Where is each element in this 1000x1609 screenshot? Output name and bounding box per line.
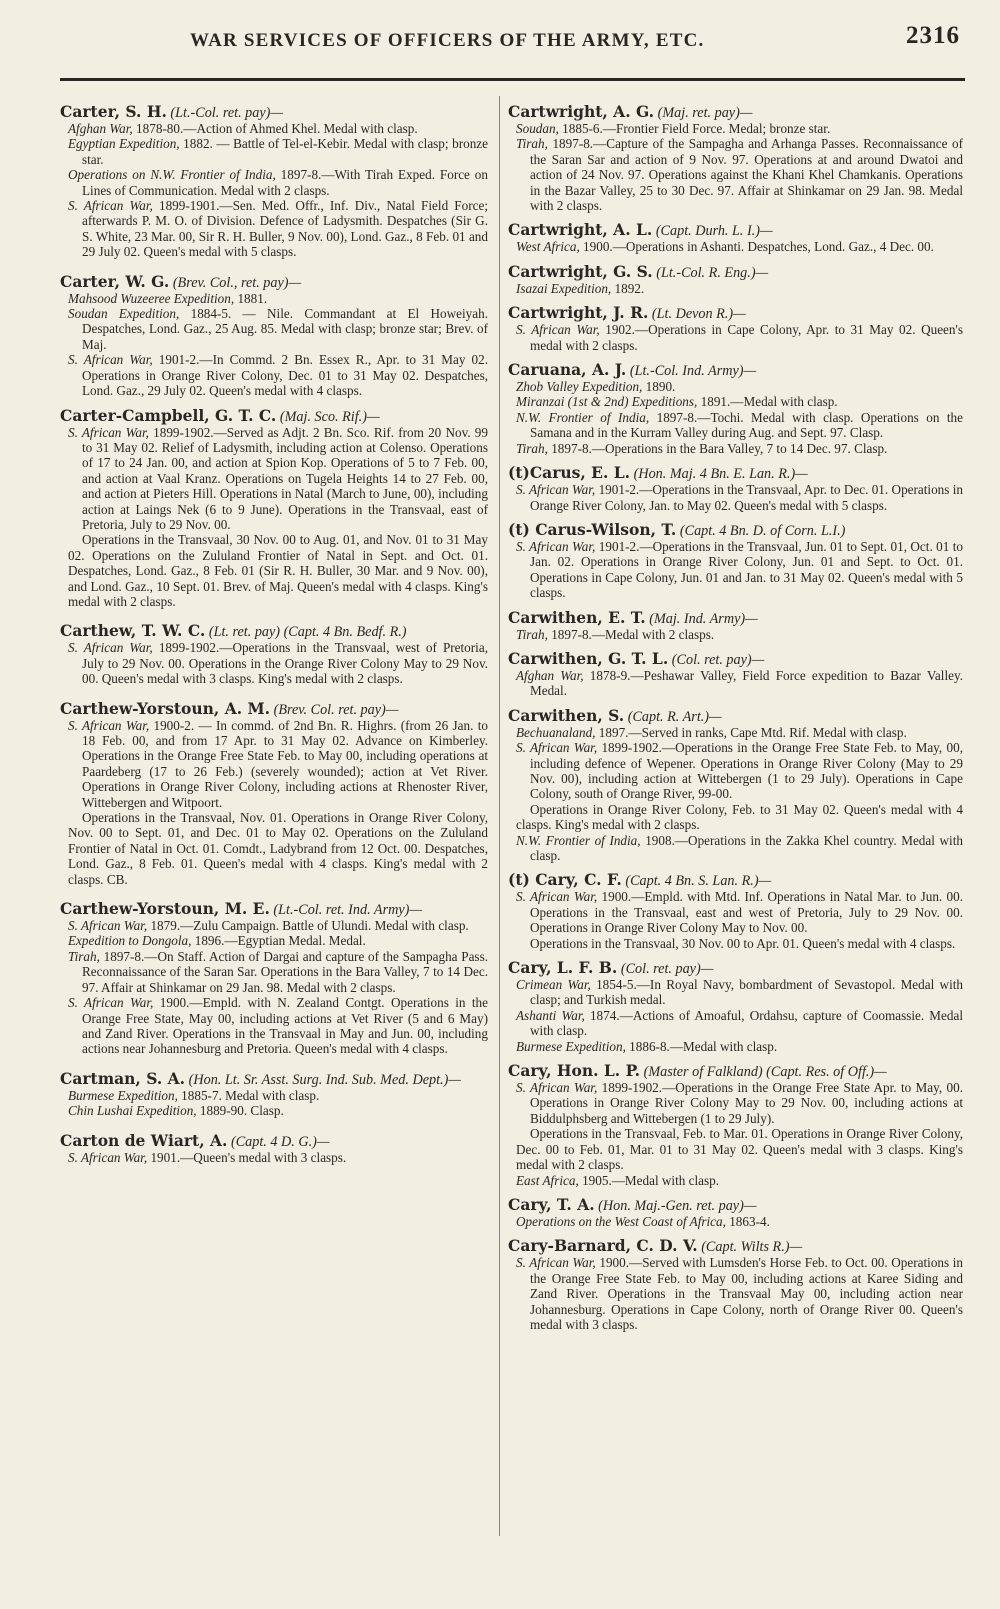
service-text: 1885-7. Medal with clasp. xyxy=(181,1087,320,1103)
service-text: 1899-1902.—Served as Adjt. 2 Bn. Sco. Rif. from 20 Nov. 99 to 31 May 02. Relief of Ladysmith, including action at Colenso. Operations of 17 to 24 Jan. 00, and action at Spion Kop. Operations of 5 to 7 Feb. 00, and action at Vaal Kranz. Operations on Tugela Heights 14 to 27 Feb. 00, and action at Pieters Hill. Operations in Natal (March to June, 00), including action at Laings Nek (6 to 9 June). Operations in the Transvaal, east of Pretoria, July to 29 Nov. 00. xyxy=(82,424,488,532)
officer-name: Cartwright, A. L. xyxy=(508,220,653,240)
campaign-name: S. African War, xyxy=(516,322,600,338)
service-record xyxy=(508,482,963,513)
officer-rank: (Master of Falkland) (Capt. Res. of Off.)— xyxy=(643,1064,887,1081)
officer-rank: (Maj. Ind. Army)— xyxy=(649,610,758,627)
campaign-name: East Africa, xyxy=(516,1172,579,1188)
entry-heading xyxy=(60,698,488,718)
officer-entry xyxy=(60,1130,488,1165)
officer-name: (t) Cary, C. F. xyxy=(508,870,622,890)
service-record xyxy=(60,167,488,198)
campaign-name: Tirah, xyxy=(516,626,548,642)
service-text: 1897-8.—Tochi. Medal with clasp. Operations on the Samana and in the Kurram Valley during Aug. and Sept. 97. Clasp. xyxy=(530,409,964,441)
campaign-name: S. African War, xyxy=(516,740,598,756)
campaign-name: Afghan War, xyxy=(68,121,133,136)
service-text: 1886-8.—Medal with clasp. xyxy=(629,1038,778,1054)
service-text: 1897-8.—Capture of the Sampagha and Arhanga Passes. Reconnaissance of the Saran Sar and action of 9 Nov. 97. Operations at and around Dwatoi and action of 24 Nov. 97. Operations against the Khani Khel Chamkanis. Operations in the Bazar Valley, 25 to 30 Dec. 97. Affair at Shinkamar on 29 Jan. 98. Medal with 2 clasps. xyxy=(530,136,964,214)
service-text: 1897-8.—On Staff. Action of Dargai and capture of the Sampagha Pass. Reconnaissance of the Saran Sar. Operations in the Bara Valley, 7 to 14 Dec. 97. Affair at Shinkamar on 29 Jan. 98. Medal with 2 clasps. xyxy=(82,948,488,995)
service-record xyxy=(508,725,963,740)
service-text: 1854-5.—In Royal Navy, bombardment of Sevastopol. Medal with clasp; and Turkish medal. xyxy=(530,977,963,1008)
service-text: Operations in the Transvaal, 30 Nov. 00 to Aug. 01, and Nov. 01 to 31 May 02. Operations on the Zululand Frontier of Natal in Sept. and Oct. 01. Despatches, Lond. Gaz., 8 Feb. 01 (Sir R. H. Buller, 30 Mar. and 9 Nov. 00), and Lond. Gaz., 10 Sept. 01. Brev. of Maj. Queen's medal with 4 clasps. King's medal with 2 clasps. xyxy=(68,532,488,609)
campaign-name: Tirah, xyxy=(516,136,548,152)
officer-name: Carton de Wiart, A. xyxy=(60,1130,228,1150)
service-text: 1885-6.—Frontier Field Force. Medal; bronze star. xyxy=(562,121,831,136)
officer-entry xyxy=(508,648,964,699)
service-text: 1899-1902.—Operations in the Orange Free State Feb. to May, 00, including defence of Wepener. Operations in Orange River Colony (May to 29 Nov. 00), including action at Wittebergen (1 to 29 July). Operations in Cape Colony, south of Orange River, 99-00. xyxy=(530,740,963,802)
service-record xyxy=(60,933,488,948)
page-header xyxy=(60,22,960,56)
officer-entry xyxy=(508,222,963,254)
service-record xyxy=(508,1126,963,1172)
service-record xyxy=(508,1173,963,1188)
entry-heading xyxy=(508,222,963,239)
service-record xyxy=(60,1088,488,1103)
service-text: Operations in the Transvaal, Nov. 01. Operations in Orange River Colony, Nov. 00 to Sept. 01, and Dec. 01 to May 02. Operations on the Zululand Frontier of Natal in Oct. 01. Comdt., Ladybrand from 12 Oct. 00. Despatches, Lond. Gaz., 8 Feb. 01. Queen's medal with 4 clasps. King's medal with 2 clasps. CB. xyxy=(68,810,488,887)
officer-rank: (Hon. Maj. 4 Bn. E. Lan. R.)— xyxy=(633,466,808,483)
service-record xyxy=(508,889,963,935)
service-record xyxy=(508,1080,963,1126)
service-record xyxy=(508,936,963,951)
service-record xyxy=(508,1255,963,1332)
entry-heading xyxy=(508,465,963,482)
service-text: 1897-8.—Operations in the Bara Valley, 7 to 14 Dec. 97. Clasp. xyxy=(551,440,888,456)
officer-entry xyxy=(508,362,963,456)
service-text: 1878-9.—Peshawar Valley, Field Force expedition to Bazar Valley. Medal. xyxy=(530,667,964,699)
running-title: WAR SERVICES OF OFFICERS OF THE ARMY, ETC. xyxy=(190,30,705,51)
entry-heading xyxy=(60,901,488,918)
campaign-name: Egyptian Expedition, xyxy=(68,136,180,152)
service-text: 1884-5. — Nile. Commandant at El Howeiyah. Despatches, Lond. Gaz., 25 Aug. 85. Medal with clasp; bronze star; Brev. of Maj. xyxy=(82,306,488,352)
service-text: 1900.—Served with Lumsden's Horse Feb. to Oct. 00. Operations in the Orange Free State Feb. to May 00, including actions at Karee Siding and Zand River. Operations in the Transvaal May 00, including action near Johannesburg. Operations in Cape Colony, north of Orange River 00. Queen's medal with 3 clasps. xyxy=(530,1255,963,1332)
officer-name: Carwithen, E. T. xyxy=(508,607,646,627)
officer-rank: (Lt.-Col. ret. Ind. Army)— xyxy=(273,902,422,919)
entry-heading xyxy=(508,648,963,668)
entry-heading xyxy=(508,362,963,379)
entry-heading xyxy=(508,1238,963,1255)
service-text: 1905.—Medal with clasp. xyxy=(582,1172,720,1188)
officer-name: Cartwright, J. R. xyxy=(508,303,649,323)
service-record xyxy=(60,136,488,167)
officer-rank: (Capt. Wilts R.)— xyxy=(701,1239,803,1256)
service-record xyxy=(508,668,963,699)
campaign-name: N.W. Frontier of India, xyxy=(516,409,650,425)
service-record xyxy=(508,322,963,353)
campaign-name: S. African War, xyxy=(516,1255,596,1271)
officer-name: Carthew-Yorstoun, M. E. xyxy=(60,899,270,919)
service-record xyxy=(60,121,488,136)
service-text: 1900-2. — In commd. of 2nd Bn. R. Highrs. (from 26 Jan. to 18 Feb. 00, and from 17 Apr. to 31 May 02. Advance on Kimberley. Operations in the Orange Free State Feb. to May 00, including operations at Paardeberg (17 to 26 Feb.) (severely wounded); action at Vet River. Operations in Orange River Colony, including actions at Rhenoster River, Wittebergen and Witpoort. xyxy=(82,717,488,810)
campaign-name: Operations on N.W. Frontier of India, xyxy=(68,167,276,183)
service-text: 1882. — Battle of Tel-el-Kebir. Medal with clasp; bronze star. xyxy=(82,136,489,167)
service-record xyxy=(60,306,488,352)
campaign-name: West Africa, xyxy=(516,239,580,255)
campaign-name: S. African War, xyxy=(68,352,153,368)
officer-entry xyxy=(508,705,963,864)
service-text: 1881. xyxy=(237,290,268,306)
service-record xyxy=(508,379,963,394)
officer-name: Cartwright, G. S. xyxy=(508,261,653,281)
officer-name: Cartwright, A. G. xyxy=(508,102,655,121)
officer-rank: (Capt. 4 Bn. D. of Corn. L.I.) xyxy=(679,522,846,539)
officer-entry xyxy=(508,519,964,601)
service-record xyxy=(60,291,488,306)
service-record xyxy=(60,949,488,995)
officer-rank: (Lt. ret. pay) (Capt. 4 Bn. Bedf. R.) xyxy=(208,624,407,641)
officer-rank: (Hon. Lt. Sr. Asst. Surg. Ind. Sub. Med. Dept.)— xyxy=(188,1071,461,1088)
campaign-name: Isazai Expedition, xyxy=(516,280,612,296)
right-column xyxy=(508,104,963,1341)
service-text: 1899-1901.—Sen. Med. Offr., Inf. Div., Natal Field Force; afterwards P. M. O. of Division. Defence of Ladysmith. Despatches (Sir G. S. White, 23 Mar. 00, Sir R. H. Buller, 9 Nov. 00), Lond. Gaz., 8 Feb. 01 and 29 July 02. Queen's medal with 5 clasps. xyxy=(82,198,488,260)
campaign-name: S. African War, xyxy=(68,424,149,440)
service-text: 1901.—Queen's medal with 3 clasps. xyxy=(150,1149,347,1165)
officer-entry xyxy=(508,305,963,353)
service-text: 1878-80.—Action of Ahmed Khel. Medal with clasp. xyxy=(136,121,418,136)
campaign-name: Burmese Expedition, xyxy=(516,1038,626,1054)
officer-entry xyxy=(60,901,488,1057)
officer-rank: (Capt. Durh. L. I.)— xyxy=(655,223,773,240)
officer-rank: (Brev. Col. ret. pay)— xyxy=(273,701,399,718)
campaign-name: Soudan, xyxy=(516,121,559,136)
entry-heading xyxy=(508,104,963,121)
campaign-name: S. African War, xyxy=(68,640,153,656)
service-record xyxy=(60,1150,488,1165)
service-record xyxy=(508,1039,963,1054)
campaign-name: Operations on the West Coast of Africa, xyxy=(516,1213,726,1229)
campaign-name: Zhob Valley Expedition, xyxy=(516,379,643,395)
officer-entry xyxy=(60,1068,488,1119)
campaign-name: Tirah, xyxy=(68,948,100,964)
officer-name: Carter, S. H. xyxy=(60,102,167,121)
entry-heading xyxy=(60,1130,488,1150)
officer-rank: (Maj. ret. pay)— xyxy=(657,105,753,121)
entry-heading xyxy=(508,872,963,889)
service-record xyxy=(508,977,963,1008)
service-text: 1897-8.—Medal with 2 clasps. xyxy=(551,626,715,642)
entry-heading xyxy=(508,519,963,539)
service-text: 1863-4. xyxy=(729,1213,770,1229)
entry-heading xyxy=(60,104,488,121)
campaign-name: Crimean War, xyxy=(516,977,591,993)
entry-heading xyxy=(60,405,488,425)
service-text: 1889-90. Clasp. xyxy=(199,1103,284,1119)
officer-name: Carwithen, S. xyxy=(508,705,625,725)
officer-name: Cartman, S. A. xyxy=(60,1068,186,1088)
service-record xyxy=(508,1008,963,1039)
campaign-name: Miranzai (1st & 2nd) Expeditions, xyxy=(516,394,698,410)
entry-heading xyxy=(508,705,963,725)
officer-entry xyxy=(508,960,963,1054)
officer-name: Carter-Campbell, G. T. C. xyxy=(60,405,277,425)
service-text: 1897-8.—With Tirah Exped. Force on Lines of Communication. Medal with 2 clasps. xyxy=(82,167,488,198)
service-text: 1899-1902.—Operations in the Orange Free State Apr. to May, 00. Operations in Orange River Colony May to 29 Nov. 00, including actions at Biddulphsberg and Wittebergen (1 to 29 July). xyxy=(530,1080,964,1126)
campaign-name: S. African War, xyxy=(516,538,596,554)
entry-heading xyxy=(508,1063,963,1080)
service-text: 1874.—Actions of Amoaful, Ordahsu, capture of Coomassie. Medal with clasp. xyxy=(530,1007,963,1039)
header-rule xyxy=(60,78,965,81)
campaign-name: S. African War, xyxy=(68,995,154,1011)
entry-heading xyxy=(60,271,488,291)
officer-rank: (Capt. 4 D. G.)— xyxy=(230,1133,330,1150)
service-record xyxy=(508,802,963,833)
officer-entry xyxy=(508,104,963,213)
officer-entry xyxy=(60,271,489,399)
service-text: 1908.—Operations in the Zakka Khel country. Medal with clasp. xyxy=(530,832,963,863)
service-text: 1899-1902.—Operations in the Transvaal, west of Pretoria, July to 29 Nov. 00. Operations in the Orange River Colony May to 29 Nov. 00. Queen's medal with 3 clasps. King's medal with 2 clasps. xyxy=(82,640,488,687)
campaign-name: S. African War, xyxy=(68,918,148,934)
officer-rank: (Lt.-Col. ret. pay)— xyxy=(170,105,283,121)
entry-heading xyxy=(508,1194,963,1214)
campaign-name: Afghan War, xyxy=(516,667,584,683)
campaign-name: Expedition to Dongola, xyxy=(68,933,192,949)
officer-name: Cary-Barnard, C. D. V. xyxy=(508,1236,698,1256)
officer-rank: (Col. ret. pay)— xyxy=(620,961,714,978)
officer-rank: (Capt. R. Art.)— xyxy=(627,708,722,725)
service-text: 1902.—Operations in Cape Colony, Apr. to 31 May 02. Queen's medal with 2 clasps. xyxy=(530,322,964,353)
officer-name: Carthew, T. W. C. xyxy=(60,621,206,641)
entry-heading xyxy=(508,607,963,627)
service-record xyxy=(508,136,963,213)
service-record xyxy=(60,810,488,887)
service-record xyxy=(508,239,963,254)
officer-entry xyxy=(508,607,963,642)
officer-name: Caruana, A. J. xyxy=(508,360,627,380)
campaign-name: N.W. Frontier of India, xyxy=(516,832,641,848)
service-text: 1901-2.—Operations in the Transvaal, Jun. 01 to Sept. 01, Oct. 01 to Jan. 02. Operations in Orange River Colony, Jun. 01 and Sept. to Oct. 01. Operations in Cape Colony, Jun. 01 and Jan. to 31 May 02. Queen's medal with 5 clasps. xyxy=(530,538,964,601)
campaign-name: Ashanti War, xyxy=(516,1007,585,1023)
service-text: 1879.—Zulu Campaign. Battle of Ulundi. Medal with clasp. xyxy=(150,918,469,934)
officer-entry xyxy=(508,261,963,296)
service-record xyxy=(508,121,963,136)
officer-rank: (Hon. Maj.-Gen. ret. pay)— xyxy=(598,1197,757,1214)
service-record xyxy=(508,1214,963,1229)
officer-name: Cary, L. F. B. xyxy=(508,958,618,978)
service-text: 1896.—Egyptian Medal. Medal. xyxy=(194,933,366,949)
left-column xyxy=(60,104,488,1174)
officer-name: Carthew-Yorstoun, A. M. xyxy=(60,698,271,718)
campaign-name: Tirah, xyxy=(516,440,548,456)
campaign-name: S. African War, xyxy=(516,1080,598,1096)
entry-heading xyxy=(508,305,963,322)
campaign-name: Chin Lushai Expedition, xyxy=(68,1103,197,1119)
service-text: 1892. xyxy=(614,280,645,296)
officer-entry xyxy=(508,1238,963,1332)
officer-rank: (Capt. 4 Bn. S. Lan. R.)— xyxy=(625,873,772,890)
officer-entry xyxy=(60,623,488,686)
campaign-name: S. African War, xyxy=(68,1149,148,1165)
entry-heading xyxy=(60,1068,488,1088)
campaign-name: S. African War, xyxy=(68,198,153,214)
service-record xyxy=(508,833,963,864)
officer-name: Carwithen, G. T. L. xyxy=(508,648,669,668)
officer-name: (t)Carus, E. L. xyxy=(508,463,631,483)
service-record xyxy=(60,425,488,533)
campaign-name: Mahsood Wuzeeree Expedition, xyxy=(68,290,235,306)
officer-rank: (Lt.-Col. Ind. Army)— xyxy=(629,363,757,380)
service-record xyxy=(60,532,488,609)
service-text: 1900.—Operations in Ashanti. Despatches, Lond. Gaz., 4 Dec. 00. xyxy=(583,239,934,255)
officer-entry xyxy=(508,465,963,513)
campaign-name: Bechuanaland, xyxy=(516,724,596,740)
service-text: Operations in the Transvaal, 30 Nov. 00 to Apr. 01. Queen's medal with 4 clasps. xyxy=(530,935,956,951)
campaign-name: S. African War, xyxy=(516,482,596,498)
service-record xyxy=(508,410,963,441)
service-text: 1900.—Empld. with N. Zealand Contgt. Operations in the Orange Free State, May 00, including actions at Vet River (5 and 6 May) and Zand River. Operations in the Transvaal in May and Jun. 00, including actions near Johannesburg and Pretoria. Queen's medal with 4 clasps. xyxy=(82,995,489,1057)
officer-name: Carter, W. G. xyxy=(60,271,170,291)
officer-entry xyxy=(60,104,488,260)
service-record xyxy=(508,394,963,409)
service-record xyxy=(508,740,963,802)
service-text: 1901-2.—In Commd. 2 Bn. Essex R., Apr. to 31 May 02. Operations in Orange River Colony, Dec. 01 to 31 May 02. Despatches, Lond. Gaz., 29 July 02. Queen's medal with 4 clasps. xyxy=(82,352,489,399)
service-text: Operations in Orange River Colony, Feb. to 31 May 02. Queen's medal with 4 clasps. King's medal with 2 clasps. xyxy=(516,801,963,833)
page-number: 2316 xyxy=(906,22,960,49)
campaign-name: S. African War, xyxy=(68,717,150,733)
service-record xyxy=(60,640,488,686)
service-text: 1890. xyxy=(645,379,676,395)
service-record xyxy=(60,718,488,810)
service-text: Operations in the Transvaal, Feb. to Mar. 01. Operations in Orange River Colony, Dec. 00 to Feb. 01, Mar. 01 to 31 May 02. Queen's medal with 3 clasps. King's medal with 2 clasps. xyxy=(516,1126,963,1173)
officer-entry xyxy=(508,1063,963,1188)
service-record xyxy=(508,281,963,296)
entry-heading xyxy=(60,623,488,640)
campaign-name: Soudan Expedition, xyxy=(68,306,180,322)
column-divider xyxy=(499,96,500,1536)
service-text: 1897.—Served in ranks, Cape Mtd. Rif. Medal with clasp. xyxy=(598,724,907,740)
officer-name: (t) Carus-Wilson, T. xyxy=(508,519,677,539)
service-record xyxy=(60,352,488,398)
officer-rank: (Maj. Sco. Rif.)— xyxy=(279,408,380,425)
service-text: 1891.—Medal with clasp. xyxy=(700,394,838,410)
service-record xyxy=(508,441,963,456)
service-record xyxy=(60,918,488,933)
officer-rank: (Lt. Devon R.)— xyxy=(651,306,746,323)
officer-rank: (Brev. Col., ret. pay)— xyxy=(172,274,302,291)
service-record xyxy=(60,995,488,1057)
officer-entry xyxy=(60,698,488,887)
service-record xyxy=(508,539,963,601)
officer-entry xyxy=(60,405,488,610)
officer-entry xyxy=(508,872,963,951)
officer-rank: (Lt.-Col. R. Eng.)— xyxy=(656,264,769,281)
entry-heading xyxy=(508,960,963,977)
service-record xyxy=(60,198,488,260)
officer-name: Cary, T. A. xyxy=(508,1194,595,1214)
officer-name: Cary, Hon. L. P. xyxy=(508,1061,641,1081)
service-record xyxy=(508,627,963,642)
service-record xyxy=(60,1103,488,1118)
campaign-name: S. African War, xyxy=(516,889,598,905)
officer-entry xyxy=(508,1194,963,1229)
officer-rank: (Col. ret. pay)— xyxy=(671,651,765,668)
campaign-name: Burmese Expedition, xyxy=(68,1087,178,1103)
service-text: 1901-2.—Operations in the Transvaal, Apr. to Dec. 01. Operations in Orange River Colony, Jan. to May 02. Queen's medal with 5 clasps. xyxy=(530,482,963,513)
entry-heading xyxy=(508,261,963,281)
service-text: 1900.—Empld. with Mtd. Inf. Operations in Natal Mar. to Jun. 00. Operations in the Transvaal, east and west of Pretoria, July to 29 Nov. 00. Operations in Orange River Colony May to Nov. 00. xyxy=(530,889,964,936)
